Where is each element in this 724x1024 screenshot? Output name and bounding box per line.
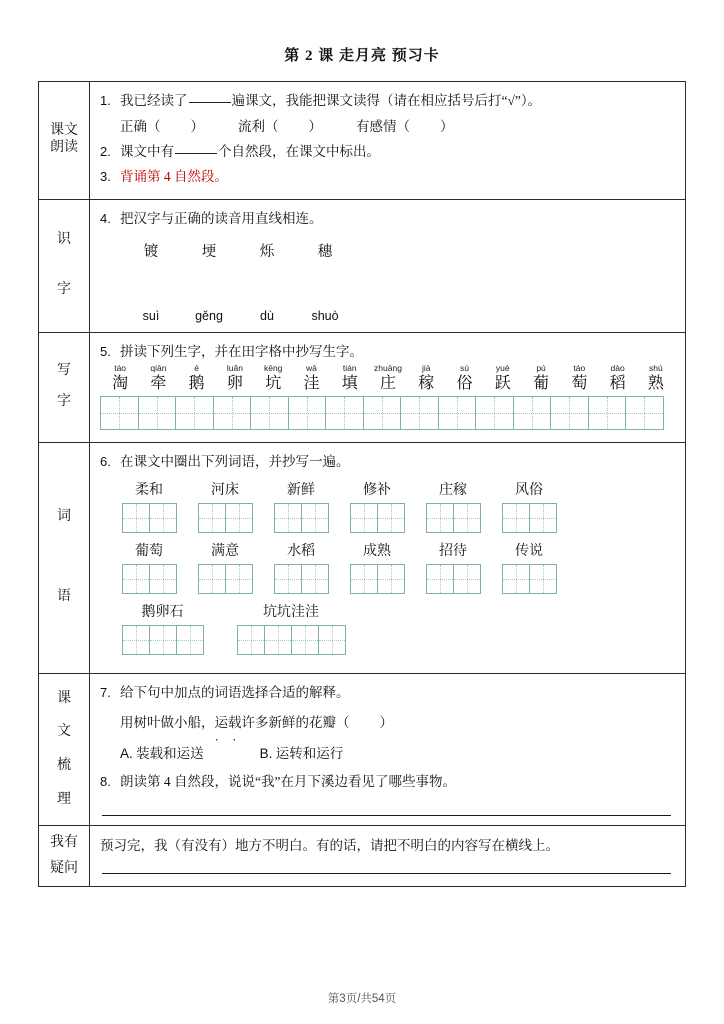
grid-box[interactable] [350,564,378,594]
tianzige-box[interactable] [325,396,364,430]
writing-char [331,364,369,393]
tianzige-box[interactable] [625,396,664,430]
check-correct-label: 正确（ [120,118,161,134]
question-3 [100,165,675,190]
writing-char-pinyin: tián [342,363,357,374]
section-label-vocabulary [39,442,90,673]
vocabulary-word: 庄稼 [439,482,467,498]
vocabulary-grid[interactable] [350,564,404,594]
vocabulary-word: 柔和 [135,482,163,498]
q7-sentence-b: 许多新鲜的花瓣（ [241,714,350,730]
match-pinyin[interactable]: shuò [311,308,339,323]
vocabulary-word: 葡萄 [135,543,163,559]
writing-char-pinyin: zhuāng [374,363,402,374]
vocabulary-item [122,541,176,594]
table-row-recognition [39,199,686,332]
tianzige-box[interactable] [288,396,327,430]
page-footer: 第3页/共54页 [327,993,397,1005]
vocabulary-grid[interactable] [122,564,176,594]
section-body-comprehension [90,673,686,826]
match-hanzi[interactable]: 镀 [143,243,159,260]
grid-box[interactable] [502,503,530,533]
question-number: 7. [100,684,111,700]
section-body-reading [90,82,686,200]
writing-char-pinyin: táo [573,363,586,374]
vocabulary-grid[interactable] [237,625,345,655]
q7-options [100,742,675,762]
reading-checkboxes [100,114,675,140]
check-close: ） [190,118,204,134]
question-number: 5. [100,343,111,359]
grid-box[interactable] [274,564,302,594]
my-questions-prompt: 预习完，我（有没有）地方不明白。有的话，请把不明白的内容写在横线上。 [100,838,559,854]
vocabulary-word: 坑坑洼洼 [263,604,319,620]
writing-char [254,364,292,393]
grid-box[interactable] [350,503,378,533]
grid-box[interactable] [264,625,292,655]
grid-box[interactable] [529,564,557,594]
section-label-line: 疑问 [50,861,78,877]
match-pinyin[interactable]: dù [260,308,274,323]
vocabulary-grid[interactable] [274,503,328,533]
vocabulary-word: 风俗 [515,482,543,498]
vocabulary-item [426,541,480,594]
writing-char-hanzi: 稻 [609,374,626,392]
question-7 [100,681,675,706]
q3-text-recite: 背诵第 4 自然段。 [120,168,228,184]
match-pinyin[interactable]: gěng [195,308,223,323]
writing-char-hanzi: 鹅 [188,374,205,392]
writing-practice-grid[interactable] [100,396,675,430]
grid-box[interactable] [198,564,226,594]
vocabulary-item [122,480,176,533]
grid-box[interactable] [377,503,405,533]
writing-char-hanzi: 跃 [494,374,511,392]
my-questions-answer-line[interactable] [102,873,671,874]
vocabulary-word: 招待 [439,543,467,559]
option-text: 装载和运送 [136,746,204,762]
vocabulary-item [237,602,345,655]
writing-char-hanzi: 卵 [226,374,243,392]
q5-text: 拼读下列生字，并在田字格中抄写生字。 [120,343,363,359]
writing-char-hanzi: 坑 [265,374,282,392]
tianzige-box[interactable] [550,396,589,430]
grid-box[interactable] [318,625,346,655]
writing-char-hanzi: 洼 [303,374,320,392]
grid-box[interactable] [225,503,253,533]
grid-box[interactable] [453,503,481,533]
tianzige-box[interactable] [138,396,177,430]
writing-char-hanzi: 俗 [456,374,473,392]
vocabulary-grid[interactable] [350,503,404,533]
vocabulary-grid[interactable] [426,564,480,594]
tianzige-box[interactable] [588,396,627,430]
writing-char-pinyin: wā [306,363,317,374]
option-a[interactable] [120,742,204,762]
tianzige-box[interactable] [438,396,477,430]
section-label-line: 理 [57,791,71,807]
vocabulary-grid[interactable] [502,503,556,533]
writing-char-pinyin: sú [460,363,470,374]
section-body-recognition [90,199,686,332]
vocabulary-word: 修补 [363,482,391,498]
writing-char-pinyin: kēng [263,363,283,374]
vocabulary-word: 成熟 [363,543,391,559]
writing-char [178,364,216,393]
grid-box[interactable] [122,503,150,533]
vocabulary-grid[interactable] [122,625,203,655]
q6-text: 在课文中圈出下列词语，并抄写一遍。 [120,453,350,469]
tianzige-box[interactable] [100,396,139,430]
match-hanzi[interactable]: 穗 [317,243,333,260]
vocabulary-grid[interactable] [198,564,252,594]
writing-char [407,364,445,393]
section-label-line: 我有 [50,835,78,851]
option-text: 运转和运行 [275,746,344,762]
match-pinyin[interactable]: suì [142,308,160,323]
tianzige-box[interactable] [250,396,289,430]
q7-sentence-a: 用树叶做小船， [120,714,215,730]
vocabulary-row [100,480,675,533]
writing-char [139,364,177,393]
writing-char-pinyin: luǎn [226,363,243,374]
question-4 [100,207,675,232]
section-label-line: 字 [57,394,71,410]
q8-answer-line[interactable] [102,815,671,816]
vocabulary-word: 满意 [211,543,239,559]
question-number: 6. [100,453,111,469]
tianzige-box[interactable] [363,396,402,430]
grid-box[interactable] [529,503,557,533]
grid-box[interactable] [122,564,150,594]
writing-char-hanzi: 淘 [112,374,129,392]
vocabulary-item [274,480,328,533]
question-number: 8. [100,774,111,790]
writing-char [560,364,598,393]
tianzige-box[interactable] [475,396,514,430]
vocabulary-grid[interactable] [198,503,252,533]
page-title: 第 2 课 走月亮 预习卡 [284,48,440,64]
writing-char [522,364,560,393]
vocabulary-item [350,541,404,594]
option-b[interactable] [260,742,344,762]
grid-box[interactable] [149,503,177,533]
grid-box[interactable] [291,625,319,655]
section-label-line: 词 [57,509,71,525]
match-hanzi[interactable]: 烁 [259,243,275,260]
vocabulary-item [502,541,556,594]
q1-text-a: 我已经读了 [120,93,188,108]
table-row-reading [39,82,686,200]
vocabulary-word: 鹅卵石 [141,604,184,620]
section-body-writing [90,332,686,442]
grid-box[interactable] [301,564,329,594]
section-label-line: 字 [57,282,71,298]
fill-blank[interactable] [175,152,217,154]
writing-char-pinyin: qiān [150,363,167,374]
grid-box[interactable] [198,503,226,533]
grid-box[interactable] [274,503,302,533]
option-key: B. [259,746,273,762]
writing-char-pinyin: é [194,363,200,374]
writing-char [369,364,407,393]
q4-text: 把汉字与正确的读音用直线相连。 [120,210,323,226]
question-number: 3. [100,168,111,184]
question-5 [100,340,675,365]
question-number: 2. [100,143,111,159]
section-body-vocabulary [90,442,686,673]
vocabulary-word: 河床 [211,482,239,498]
grid-box[interactable] [237,625,265,655]
section-label-line: 写 [57,363,71,379]
fill-blank[interactable] [189,101,231,103]
tianzige-box[interactable] [513,396,552,430]
writing-char [637,364,675,393]
q1-text-b: 遍课文，我能把课文读得（请在相应括号后打“√”）。 [231,93,542,108]
q7-sentence [100,710,675,736]
writing-char [216,364,254,393]
grid-box[interactable] [426,503,454,533]
table-row-my-questions [39,826,686,887]
question-number: 1. [100,93,111,108]
vocabulary-row [100,541,675,594]
writing-char-pinyin: yuè [495,363,510,374]
tianzige-box[interactable] [175,396,214,430]
writing-char-hanzi: 葡 [533,374,550,392]
writing-char-pinyin: jià [422,363,431,374]
check-fluent-label: 流利（ [238,118,279,134]
writing-char-pinyin: táo [114,363,127,374]
writing-char-hanzi: 牵 [150,374,167,392]
writing-char-hanzi: 庄 [379,374,396,392]
grid-box[interactable] [225,564,253,594]
section-label-line: 课文 [50,123,78,139]
grid-box[interactable] [502,564,530,594]
writing-char-pinyin: dào [610,363,625,374]
tianzige-box[interactable] [400,396,439,430]
vocabulary-word: 新鲜 [287,482,315,498]
writing-char-hanzi: 稼 [418,374,435,392]
question-8 [100,770,675,795]
vocabulary-item [426,480,480,533]
vocabulary-row [100,602,675,655]
writing-char-pinyin: shú [648,363,663,374]
check-emotion-label: 有感情（ [356,118,410,134]
grid-box[interactable] [176,625,204,655]
vocabulary-grid[interactable] [426,503,480,533]
matching-draw-area[interactable] [100,261,675,309]
emphasized-word: 运载 · · [215,710,242,736]
writing-char [101,364,139,393]
worksheet-table [38,81,686,887]
question-6 [100,450,675,475]
vocabulary-item [198,541,252,594]
writing-char [445,364,483,393]
writing-char-pinyin: pú [536,363,546,374]
grid-box[interactable] [453,564,481,594]
grid-box[interactable] [301,503,329,533]
section-label-my-questions [39,826,90,887]
vocabulary-item [198,480,252,533]
vocabulary-item [350,480,404,533]
writing-char [292,364,330,393]
section-label-line: 朗读 [50,140,78,156]
writing-char-hanzi: 熟 [647,374,664,392]
grid-box[interactable] [377,564,405,594]
vocabulary-item [502,480,556,533]
vocabulary-word: 传说 [515,543,543,559]
grid-box[interactable] [426,564,454,594]
grid-box[interactable] [122,625,150,655]
section-body-my-questions [90,826,686,887]
matching-hanzi-row [100,240,675,261]
section-label-line: 课 [57,690,71,706]
q2-text-a: 课文中有 [120,143,174,159]
q2-text-b: 个自然段，在课文中标出。 [218,143,380,159]
vocabulary-word: 水稻 [287,543,315,559]
section-label-recognition [39,199,90,332]
question-number: 4. [100,210,111,226]
question-1 [100,89,675,114]
writing-char [484,364,522,393]
section-label-line: 文 [57,724,71,740]
writing-char-hanzi: 填 [341,374,358,392]
grid-box[interactable] [149,625,177,655]
match-hanzi[interactable]: 埂 [201,243,217,260]
grid-box[interactable] [149,564,177,594]
vocabulary-item [274,541,328,594]
section-label-writing [39,332,90,442]
vocabulary-item [122,602,203,655]
table-row-writing [39,332,686,442]
check-close: ） [440,118,454,134]
vocabulary-grid[interactable] [122,503,176,533]
writing-char-hanzi: 萄 [571,374,588,392]
section-label-line: 识 [57,232,71,248]
writing-character-list [100,364,675,393]
vocabulary-grid[interactable] [274,564,328,594]
section-label-line: 语 [57,589,71,605]
section-label-reading [39,82,90,200]
writing-char [598,364,636,393]
q7-sentence-close: ） [379,714,393,730]
table-row-vocabulary [39,442,686,673]
q8-text: 朗读第 4 自然段，说说“我”在月下溪边看见了哪些事物。 [120,774,456,790]
vocabulary-grid[interactable] [502,564,556,594]
table-row-comprehension [39,673,686,826]
tianzige-box[interactable] [213,396,252,430]
matching-pinyin-row [100,309,675,323]
section-label-line: 梳 [57,758,71,774]
check-close: ） [308,118,322,134]
section-label-comprehension [39,673,90,826]
question-2 [100,140,675,165]
option-key: A. [120,746,133,762]
q7-text: 给下句中加点的词语选择合适的解释。 [120,684,350,700]
